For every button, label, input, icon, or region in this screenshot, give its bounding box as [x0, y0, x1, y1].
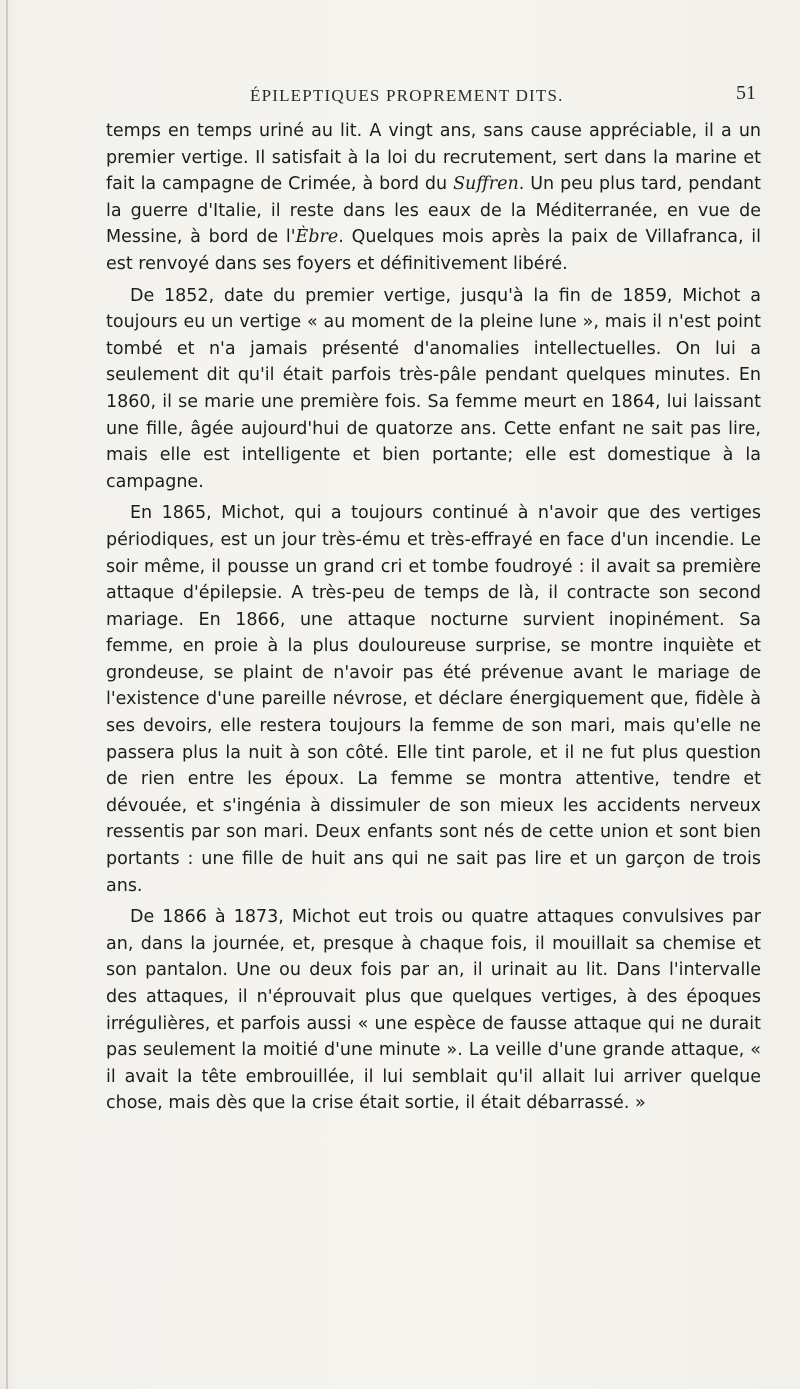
ship-name-ebre: Èbre — [295, 227, 339, 248]
running-title: ÉPILEPTIQUES PROPREMENT DITS. — [250, 86, 564, 105]
paragraph-2: De 1852, date du premier vertige, jusqu'à la fin de 1859, Michot a toujours eu un vertige « au moment de la pleine lune », mais il n'est point tombé et n'a jamais présenté d'anomalies intellectuelles. On lui a seulement dit qu'il était parfois très-pâle pendant quelques minutes. En 1860, il se marie une première fois. Sa femme meurt en 1864, lui laissant une fille, âgée aujourd'hui de quatorze ans. Cette enfant ne sait pas lire, mais elle est intelligente et bien portante; elle est domestique à la campagne. — [106, 285, 761, 492]
paragraph-1-part-c: . Quelques mois après la paix de Villafranca, il est renvoyé dans ses foyers et définitivement libéré. — [106, 227, 762, 274]
paragraph-3: En 1865, Michot, qui a toujours continué à n'avoir que des vertiges périodiques, est un jour très-ému et très-effrayé en face d'un incendie. Le soir même, il pousse un grand cri et tombe foudroyé : il avait sa première attaque d'épilepsie. A très-peu de temps de là, il contracte son second mariage. En 1866, une attaque nocturne survient inopinément. Sa femme, en proie à la plus douloureuse surprise, se montre inquiète et grondeuse, se plaint de n'avoir pas été prévenue avant le mariage de l'existence d'une pareille névrose, et déclare énergiquement que, fidèle à ses devoirs, elle restera toujours la femme de son mari, mais qu'elle ne passera plus la nuit à son côté. Elle tint parole, et il ne fut plus question de rien entre les époux. La femme se montra attentive, tendre et dévouée, et s'ingénia à dissimuler de son mieux les accidents nerveux ressentis par son mari. Deux enfants sont nés de cette union et sont bien portants : une fille de huit ans qui ne sait pas lire et un garçon de trois ans. — [106, 503, 761, 896]
page-number: 51 — [736, 82, 756, 104]
ship-name-suffren: Suffren — [453, 174, 519, 195]
paragraph-1-part-a: temps en temps uriné au lit. A vingt ans, sans cause appréciable, il a un premier vertige. Il satisfait à la loi du recrutement, sert dans la marine et fait la campagne de Crimée, à bord du — [106, 121, 761, 195]
page-edge-shadow — [6, 0, 8, 1389]
paragraph-4: De 1866 à 1873, Michot eut trois ou quatre attaques convulsives par an, dans la journée, et, presque à chaque fois, il mouillait sa chemise et son pantalon. Une ou deux fois par an, il urinait au lit. Dans l'intervalle des attaques, il n'éprouvait plus que quelques vertiges, à des époques irrégulières, et parfois aussi « une espèce de fausse attaque qui ne durait pas seulement la moitié d'une minute ». La veille d'une grande attaque, « il avait la tête embrouillée, il lui semblait qu'il allait lui arriver quelque chose, mais dès que la crise était sortie, il était débarrassé. » — [106, 907, 761, 1114]
body-text — [106, 118, 761, 1122]
paragraph-1 — [106, 118, 761, 278]
paragraph-1-part-b: . Un peu plus tard, pendant la guerre d'Italie, il reste dans les eaux de la Méditerranée, en vue de Messine, à bord de l' — [106, 174, 761, 248]
